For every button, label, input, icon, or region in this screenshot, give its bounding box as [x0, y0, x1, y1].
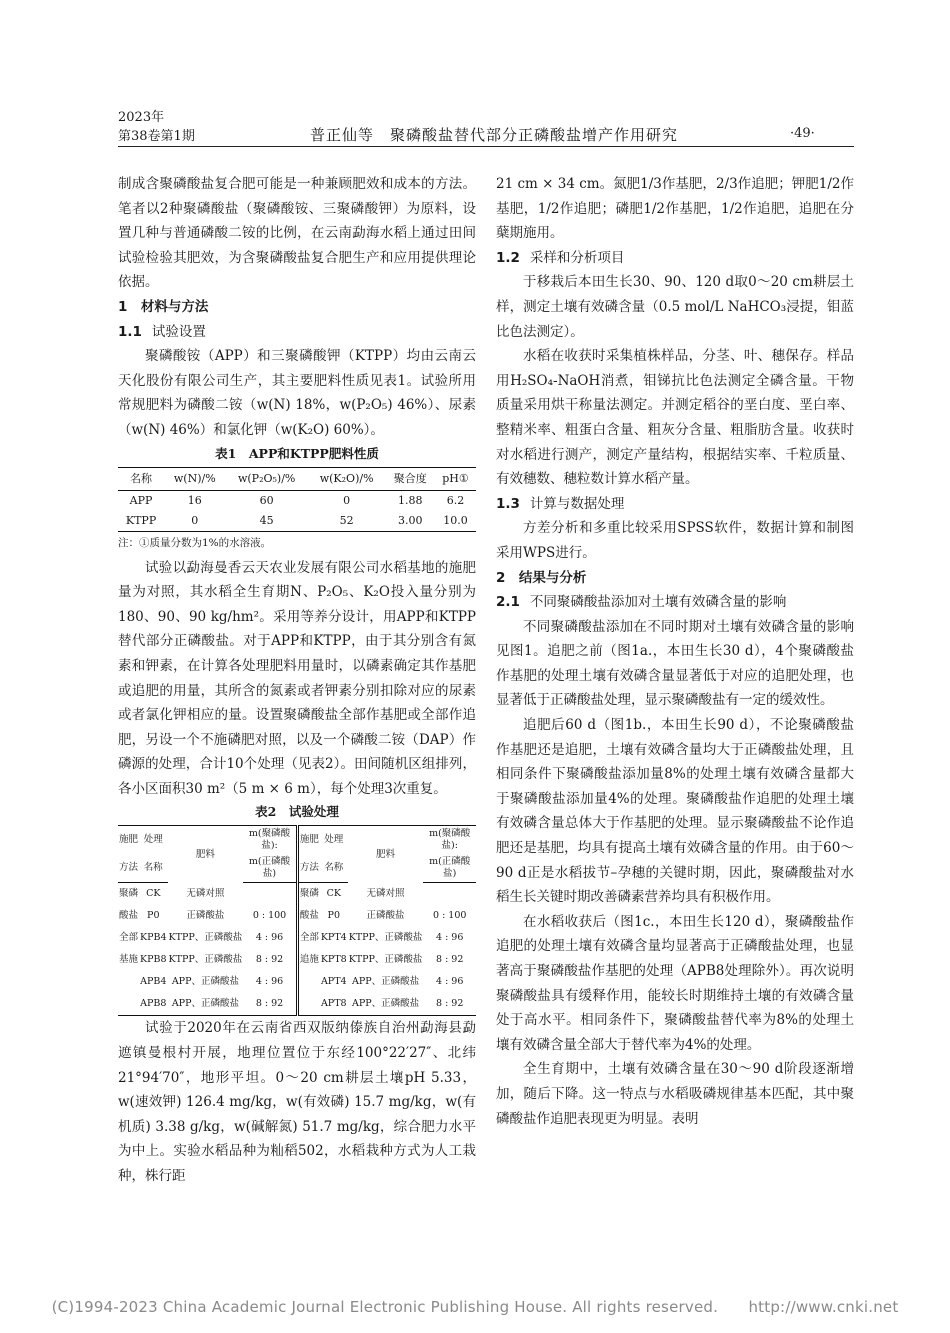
table-cell: 4 : 96 [255, 976, 284, 988]
table-2-header-row [118, 826, 476, 855]
table-cell [423, 883, 476, 906]
table-cell: CK [146, 888, 161, 900]
table-cell: APP、正磷酸盐 [351, 976, 420, 988]
subsection-number: 1.3 [496, 495, 520, 512]
table-cell: KTPP、正磷酸盐 [348, 932, 423, 944]
subsection-title: 计算与数据处理 [529, 495, 625, 512]
table-2-header: m(聚磷酸盐): [243, 826, 297, 855]
table-cell: 45 [226, 511, 308, 532]
table-cell: APB4 [140, 976, 167, 988]
table-cell: 全部 [119, 932, 139, 944]
table-1-note: 注：①质量分数为1%的水溶液。 [118, 536, 272, 549]
subsection-2-1-heading [496, 590, 854, 615]
table-cell: APT4 [320, 976, 347, 988]
table-2-caption: 表2 试验处理 [255, 804, 339, 820]
section-2-heading: 2 结果与分析 [496, 569, 587, 586]
table-1-header: w(P₂O₅)/% [226, 467, 308, 490]
subsection-1-3-heading [496, 492, 854, 517]
table-cell: P0 [327, 910, 340, 922]
subsection-title: 不同聚磷酸盐添加对土壤有效磷含量的影响 [529, 594, 787, 611]
table-cell: 60 [259, 493, 274, 507]
result-paragraph-4: 全生育期中，土壤有效磷含量在30～90 d阶段逐渐增加，随后下降。这一特点与水稻吸磷规律基本匹配，其中聚磷酸盐作追肥表现更为明显。表明 [496, 1061, 854, 1127]
table-cell: 4 : 96 [436, 976, 464, 988]
table-cell: P0 [147, 910, 160, 922]
journal-volume: 第38卷第1期 [118, 129, 195, 144]
table-cell: 52 [308, 511, 386, 532]
table-cell: 3.00 [385, 511, 435, 532]
table-2-header: 处理 [320, 826, 348, 855]
table-row [118, 927, 476, 949]
table-cell: KPT4 [320, 932, 347, 944]
table-2-header: 名称 [139, 854, 168, 883]
table-cell: 4 : 96 [255, 932, 284, 944]
table-1-header-row [118, 467, 476, 490]
table-cell: 4 : 96 [436, 932, 464, 944]
subsection-number: 1.1 [118, 323, 142, 340]
subsection-title: 试验设置 [151, 323, 206, 340]
statistics-paragraph: 方差分析和多重比较采用SPSS软件，数据计算和制图采用WPS进行。 [496, 520, 854, 561]
table-2 [118, 825, 476, 1016]
table-cell: APP、正磷酸盐 [168, 993, 244, 1016]
table-2-header: 肥料 [348, 826, 424, 883]
table-2-header: 名称 [320, 854, 348, 883]
table-cell: 无磷对照 [366, 888, 405, 900]
table-row [118, 905, 476, 927]
running-title: 普正仙等 聚磷酸盐替代部分正磷酸盐增产作用研究 [310, 126, 679, 144]
table-1-header: pH① [435, 467, 476, 490]
table-cell [297, 993, 320, 1016]
table-cell: 8 : 92 [423, 993, 476, 1016]
table-cell: KPT8 [320, 954, 347, 966]
table-cell: 10.0 [435, 511, 476, 532]
table-cell: 追施 [297, 949, 320, 971]
table-cell: 全部 [297, 927, 320, 949]
result-paragraph-2: 追肥后60 d（图1b.，本田生长90 d），不论聚磷酸盐作基肥还是追肥，土壤有效磷含量均大于正磷酸盐处理，且相同条件下聚磷酸盐添加量8%的处理土壤有效磷含量都大于聚磷酸盐添加量4%的处理。聚磷酸盐作追肥的处理土壤有效磷含量总体大于作基肥的处理。显示聚磷酸盐不论作追肥还是基肥，均具有提高土壤有效磷含量的作用。由于60～90 d正是水稻拔节–孕穗的关键时期，因此，聚磷酸盐对水稻生长关键时期改善磷素营养均具有积极作用。 [496, 717, 854, 906]
table-row [118, 511, 476, 532]
table-row [118, 949, 476, 971]
table-cell: 酸盐 [297, 905, 320, 927]
table-cell: 8 : 92 [243, 993, 297, 1016]
table-cell: APT8 [320, 993, 348, 1016]
table-cell: 0 : 100 [433, 910, 467, 922]
table-cell [243, 883, 297, 906]
table-cell: APP、正磷酸盐 [171, 976, 239, 988]
table-2-header: 施肥 [297, 826, 320, 855]
table-2-header: m(正磷酸盐) [423, 854, 476, 883]
materials-paragraph: 聚磷酸铵（APP）和三聚磷酸钾（KTPP）均由云南云天化股份有限公司生产，其主要肥料性质见表1。试验所用常规肥料为磷酸二铵（w(N) 18%，w(P₂O₅) 46%）、尿素（w(N) 46%）和氯化钾（w(K₂O) 60%）。 [118, 348, 476, 438]
table-1 [118, 467, 476, 532]
table-1-caption: 表1 APP和KTPP肥料性质 [215, 445, 379, 461]
table-row [118, 993, 476, 1016]
table-cell: 8 : 92 [255, 954, 284, 966]
table-cell: 聚磷 [297, 883, 320, 906]
section-1-heading: 1 材料与方法 [118, 298, 209, 315]
table-1-header: w(K₂O)/% [308, 467, 386, 490]
table-cell: KTPP、正磷酸盐 [168, 932, 243, 944]
table-cell: 正磷酸盐 [186, 910, 225, 922]
table-cell: KPB8 [140, 954, 167, 966]
table-2-header: 方法 [297, 854, 320, 883]
sampling-paragraph: 于移栽后本田生长30、90、120 d取0～20 cm耕层土样，测定土壤有效磷含量（0.5 mol/L NaHCO₃浸提，钼蓝比色法测定）。 [496, 274, 854, 340]
intro-paragraph: 制成含聚磷酸盐复合肥可能是一种兼顾肥效和成本的方法。笔者以2种聚磷酸盐（聚磷酸铵、三聚磷酸钾）为原料，设置几种与普通磷酸二铵的比例，在云南勐海水稻上通过田间试验检验其肥效，为含聚磷酸盐复合肥生产和应用提供理论依据。 [118, 176, 476, 291]
subsection-1-1-heading [118, 320, 476, 345]
table-cell: 0 [343, 493, 351, 507]
table-cell [297, 971, 320, 993]
table-cell [118, 971, 139, 993]
table-cell: 正磷酸盐 [366, 910, 405, 922]
table-2-header: 方法 [118, 854, 139, 883]
table-cell: 1.88 [397, 493, 423, 507]
table-cell: APB8 [139, 993, 168, 1016]
subsection-title: 采样和分析项目 [529, 249, 625, 266]
result-paragraph-1: 不同聚磷酸盐添加在不同时期对土壤有效磷含量的影响见图1。追肥之前（图1a.，本田生长30 d），4个聚磷酸盐作基肥的处理土壤有效磷含量显著低于对应的追肥处理，也显著低于正磷酸盐处理，显示聚磷酸盐有一定的缓效性。 [496, 618, 854, 709]
subsection-number: 2.1 [496, 594, 520, 611]
header-rule [118, 146, 854, 147]
table-cell: 8 : 92 [436, 954, 464, 966]
copyright-footer: (C)1994-2023 China Academic Journal Electronic Publishing House. All rights reserved. http://www.cnki.net [51, 1298, 899, 1316]
table-cell: KTPP、正磷酸盐 [348, 954, 423, 966]
table-cell: CK [326, 888, 341, 900]
table-1-header: 聚合度 [385, 467, 435, 490]
page-number: ·49· [790, 126, 815, 141]
table-cell: 无磷对照 [186, 888, 225, 900]
table-cell: KTPP、正磷酸盐 [168, 954, 243, 966]
result-paragraph-3: 在水稻收获后（图1c.，本田生长120 d），聚磷酸盐作追肥的处理土壤有效磷含量均显著高于正磷酸盐处理，也显著高于聚磷酸盐作基肥的处理（APB8处理除外）。再次说明聚磷酸盐具有缓释作用，能较长时期维持土壤的有效磷含量处于高水平。相同条件下，聚磷酸盐替代率为8%的处理土壤有效磷含量全部大于替代率为4%的处理。 [496, 913, 854, 1053]
table-cell: 聚磷 [119, 888, 139, 900]
continued-paragraph: 21 cm × 34 cm。氮肥1/3作基肥，2/3作追肥；钾肥1/2作基肥，1/2作追肥；磷肥1/2作基肥，1/2作追肥，追肥在分蘖期施用。 [496, 176, 854, 242]
table-cell: KPB4 [140, 932, 167, 944]
table-cell: 16 [187, 493, 202, 507]
left-column [118, 172, 476, 1189]
table-1-header: w(N)/% [164, 467, 225, 490]
table-2-header: 施肥 [118, 826, 139, 855]
table-row [118, 883, 476, 906]
table-cell: APP [129, 493, 153, 507]
table-cell: APP、正磷酸盐 [348, 993, 424, 1016]
table-cell: 基施 [119, 954, 139, 966]
table-2-header: m(正磷酸盐) [243, 854, 297, 883]
table-2-header: 肥料 [168, 826, 244, 883]
table-2-header: m(聚磷酸盐): [423, 826, 476, 855]
table-cell [118, 993, 139, 1016]
right-column [496, 172, 854, 1131]
table-cell: 0 [164, 511, 225, 532]
subsection-1-2-heading [496, 246, 854, 271]
harvest-paragraph: 水稻在收获时采集植株样品，分茎、叶、穗保存。样品用H₂SO₄-NaOH消煮，钼锑抗比色法测定全磷含量。干物质量采用烘干称量法测定。并测定稻谷的垩白度、垩白率、整精米率、粗蛋白含量、粗灰分含量、粗脂肪含量。收获时对水稻进行测产，测定产量结构，根据结实率、千粒质量、有效穗数、穗粒数计算水稻产量。 [496, 348, 854, 488]
table-cell: 酸盐 [119, 910, 139, 922]
design-paragraph: 试验以勐海曼香云天农业发展有限公司水稻基地的施肥量为对照，其水稻全生育期N、P₂O₅、K₂O投入量分别为180、90、90 kg/hm²。采用等养分设计，用APP和KTPP替代部分正磷酸盐。对于APP和KTPP，由于其分别含有氮素和钾素，在计算各处理肥料用量时，以磷素确定其作基肥或追肥的用量，其所含的氮素或者钾素分别扣除对应的尿素或者氯化钾相应的量。设置聚磷酸盐全部作基肥或全部作追肥，另设一个不施磷肥对照，以及一个磷酸二铵（DAP）作磷源的处理，合计10个处理（见表2）。田间随机区组排列，各小区面积30 m²（5 m × 6 m），每个处理3次重复。 [118, 559, 476, 797]
table-1-header: 名称 [118, 467, 164, 490]
table-row [118, 971, 476, 993]
table-2-header: 处理 [139, 826, 168, 855]
table-row [118, 490, 476, 511]
table-cell: 0 : 100 [252, 910, 287, 922]
journal-year: 2023年 [118, 110, 165, 125]
table-cell: 6.2 [446, 493, 465, 507]
site-paragraph: 试验于2020年在云南省西双版纳傣族自治州勐海县勐遮镇曼根村开展，地理位置位于东经100°22′27″、北纬21°94′70″，地形平坦。0～20 cm耕层土壤pH 5.33，w(速效钾) 126.4 mg/kg，w(有效磷) 15.7 mg/kg，w(有机质) 3.38 g/kg，w(碱解氮) 51.7 mg/kg，综合肥力水平为中上。实验水稻品种为籼稻502，水稻栽种方式为人工栽种，株行距 [118, 1020, 476, 1185]
table-cell: KTPP [118, 511, 164, 532]
subsection-number: 1.2 [496, 249, 520, 266]
